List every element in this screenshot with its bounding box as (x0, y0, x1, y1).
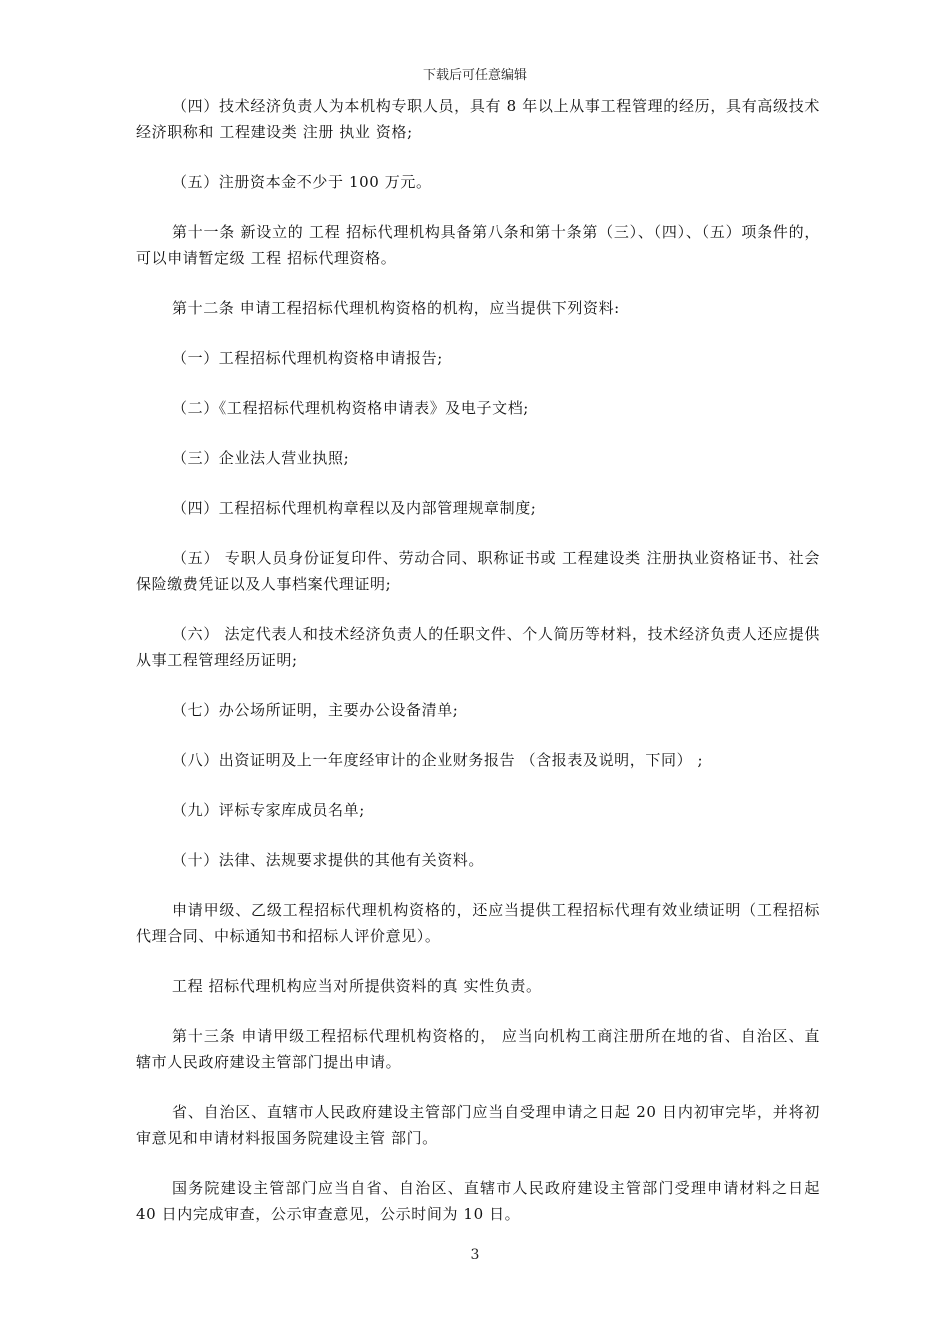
page-number: 3 (470, 1247, 480, 1263)
page-header: 下载后可任意编辑 (422, 68, 527, 83)
paragraph: （四）工程招标代理机构章程以及内部管理规章制度; (172, 499, 537, 517)
document-body (136, 93, 820, 1251)
paragraph: 国务院建设主管部门应当自省、自治区、直辖市人民政府建设主管部门受理申请材料之日起 40 日内完成审查，公示审查意见，公示时间为 10 日。 (136, 1179, 820, 1223)
paragraph: （五）注册资本金不少于 100 万元。 (172, 173, 432, 191)
paragraph: 省、自治区、直辖市人民政府建设主管部门应当自受理申请之日起 20 日内初审完毕，并将初审意见和申请材料报国务院建设主管 部门。 (136, 1103, 820, 1147)
paragraph: （七）办公场所证明，主要办公设备清单; (172, 701, 459, 719)
paragraph: （五） 专职人员身份证复印件、劳动合同、职称证书或 工程建设类 注册执业资格证书、社会保险缴费凭证以及人事档案代理证明; (136, 549, 820, 593)
paragraph: （九）评标专家库成员名单; (172, 801, 365, 819)
paragraph: （六） 法定代表人和技术经济负责人的任职文件、个人简历等材料，技术经济负责人还应提供从事工程管理经历证明; (136, 625, 820, 669)
paragraph: （十）法律、法规要求提供的其他有关资料。 (172, 851, 485, 869)
paragraph: （一）工程招标代理机构资格申请报告; (172, 349, 443, 367)
paragraph: 工程 招标代理机构应当对所提供资料的真 实性负责。 (172, 977, 542, 995)
paragraph: 申请甲级、乙级工程招标代理机构资格的，还应当提供工程招标代理有效业绩证明（工程招标代理合同、中标通知书和招标人评价意见）。 (136, 901, 820, 945)
paragraph: 第十二条 申请工程招标代理机构资格的机构，应当提供下列资料: (172, 299, 620, 317)
paragraph: （二）《工程招标代理机构资格申请表》及电子文档; (172, 399, 529, 417)
paragraph: 第十一条 新设立的 工程 招标代理机构具备第八条和第十条第（三）、（四）、（五）项条件的，可以申请暂定级 工程 招标代理资格。 (136, 223, 820, 267)
paragraph: 第十三条 申请甲级工程招标代理机构资格的， 应当向机构工商注册所在地的省、自治区、直辖市人民政府建设主管部门提出申请。 (136, 1027, 820, 1071)
paragraph: （八）出资证明及上一年度经审计的企业财务报告 （含报表及说明，下同） ; (172, 751, 704, 769)
paragraph: （三）企业法人营业执照; (172, 449, 350, 467)
paragraph: （四）技术经济负责人为本机构专职人员，具有 8 年以上从事工程管理的经历，具有高级技术经济职称和 工程建设类 注册 执业 资格; (136, 97, 820, 141)
